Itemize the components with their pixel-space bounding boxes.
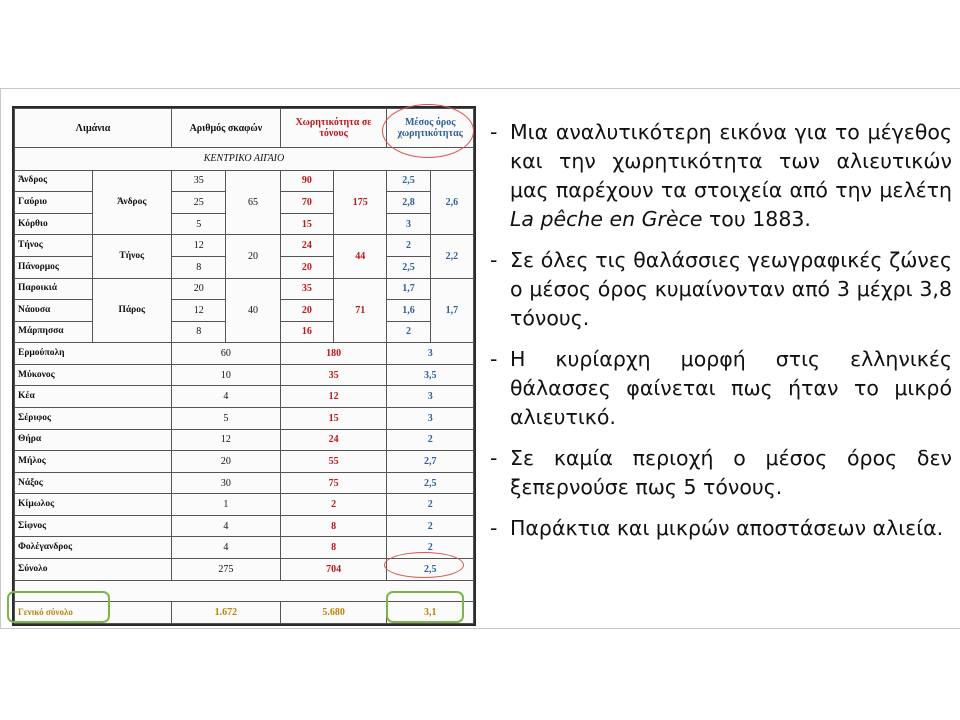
tonnage-value: 704 [280,559,387,581]
boats-value: 1.672 [172,602,281,624]
average-value: 1,7 [387,278,430,300]
bullet-dash: - [490,446,498,470]
bullet-text-end: του 1883. [702,207,811,231]
table-row [15,451,474,473]
boats-subtotal: 20 [226,235,280,278]
tonnage-value: 55 [280,451,387,473]
average-value: 2,8 [387,192,430,214]
average-value: 3,1 [387,602,474,624]
boats-value: 4 [172,537,281,559]
average-value: 2 [387,494,474,516]
table-row [15,235,474,257]
port-name: Ερμούπολη [15,343,172,365]
average-value: 2 [387,537,474,559]
port-name: Φολέγανδρος [15,537,172,559]
boats-value: 275 [172,559,281,581]
average-value: 2,7 [387,451,474,473]
highlight-grand-total-average [386,591,464,623]
tonnage-subtotal: 175 [334,170,387,235]
boats-value: 5 [172,408,281,430]
port-name: Κέα [15,386,172,408]
bullet-item [490,444,952,502]
port-name: Σέριφος [15,408,172,430]
island-name: Άνδρος [92,170,172,235]
port-name: Νάξος [15,472,172,494]
average-value: 2,5 [387,170,430,192]
boats-value: 12 [172,235,226,257]
bullet-text: Σε καμία περιοχή ο μέσος όρος δεν ξεπερνούσε πως 5 τόνους. [510,446,952,499]
boats-value: 60 [172,343,281,365]
average-value: 2 [387,515,474,537]
boats-value: 1 [172,494,281,516]
port-name: Κόρθιο [15,213,93,235]
boats-value: 12 [172,429,281,451]
port-name: Γαύριο [15,192,93,214]
average-value: 3 [387,408,474,430]
table-row [15,472,474,494]
average-subtotal: 2,2 [430,235,473,278]
boats-value: 10 [172,364,281,386]
port-name: Κίμωλος [15,494,172,516]
port-name: Μύκονος [15,364,172,386]
tonnage-value: 2 [280,494,387,516]
bullet-dash: - [490,347,498,371]
tonnage-value: 24 [280,429,387,451]
average-value: 2,5 [387,256,430,278]
highlight-total-average [384,552,464,578]
tonnage-value: 20 [280,300,333,322]
average-value: 2,5 [387,559,474,581]
port-name: Πάνορμος [15,256,93,278]
port-name: Θήρα [15,429,172,451]
port-name: Σύνολο [15,559,172,581]
tonnage-value: 15 [280,213,333,235]
table-row [15,364,474,386]
tonnage-value: 16 [280,321,333,343]
port-name: Μάρπησσα [15,321,93,343]
port-name: Τήνος [15,235,93,257]
boats-value: 5 [172,213,226,235]
bullet-list [490,118,952,555]
bullet-item [490,514,952,543]
tonnage-value: 8 [280,537,387,559]
section-title: ΚΕΝΤΡΙΚΟ ΑΙΓΑΙΟ [15,148,474,171]
tonnage-value: 75 [280,472,387,494]
table-row [15,429,474,451]
boats-value: 30 [172,472,281,494]
average-value: 2,5 [387,472,474,494]
average-value: 2 [387,321,430,343]
average-subtotal: 2,6 [430,170,473,235]
bullet-item [490,118,952,234]
slide-left-border [0,88,1,628]
boats-value: 20 [172,278,226,300]
tonnage-value: 70 [280,192,333,214]
bullet-dash: - [490,120,498,144]
bullet-dash: - [490,248,498,272]
bullet-text: Παράκτια και μικρών αποστάσεων αλιεία. [510,516,944,540]
average-subtotal: 1,7 [430,278,473,343]
average-value: 2 [387,429,474,451]
boats-value: 20 [172,451,281,473]
boats-subtotal: 65 [226,170,280,235]
fishing-fleet-table [12,106,476,626]
port-name: Μήλος [15,451,172,473]
table-row [15,386,474,408]
average-value: 3 [387,213,430,235]
table-row [15,278,474,300]
tonnage-value: 5.680 [280,602,387,624]
tonnage-value: 180 [280,343,387,365]
tonnage-value: 20 [280,256,333,278]
slide-bottom-border [0,628,960,629]
boats-value: 35 [172,170,226,192]
tonnage-value: 12 [280,386,387,408]
table-row [15,343,474,365]
port-name: Γενικό σύνολο [15,602,172,624]
port-name: Σίφνος [15,515,172,537]
port-name: Άνδρος [15,170,93,192]
island-name: Τήνος [92,235,172,278]
port-name: Νάουσα [15,300,93,322]
average-value: 3 [387,343,474,365]
average-value: 1,6 [387,300,430,322]
header-ports: Λιμάνια [15,109,172,148]
boats-value: 8 [172,321,226,343]
table-row [15,515,474,537]
header-boats: Αριθμός σκαφών [172,109,281,148]
boats-subtotal: 40 [226,278,280,343]
tonnage-value: 8 [280,515,387,537]
average-value: 3 [387,386,474,408]
tonnage-subtotal: 44 [334,235,387,278]
tonnage-value: 24 [280,235,333,257]
tonnage-value: 15 [280,408,387,430]
header-average: Μέσος όρος χωρητικότητας [387,109,474,148]
tonnage-subtotal: 71 [334,278,387,343]
table-row [15,494,474,516]
highlight-grand-total-label [7,591,110,623]
boats-value: 4 [172,515,281,537]
bullet-text: Η κυρίαρχη μορφή στις ελληνικές θάλασσες φαίνεται πως ήταν το μικρό αλιευτικό. [510,347,952,429]
average-value: 2 [387,235,430,257]
slide-top-border [0,88,960,89]
tonnage-value: 35 [280,364,387,386]
port-name: Παροικιά [15,278,93,300]
header-tonnage: Χωρητικότητα σε τόνους [280,109,387,148]
bullet-item [490,345,952,432]
bullet-italic-title: La pêche en Grèce [510,207,703,231]
boats-value: 12 [172,300,226,322]
boats-value: 8 [172,256,226,278]
bullet-text: Σε όλες τις θαλάσσιες γεωγραφικές ζώνες ο μέσος όρος κυμαίνονταν από 3 μέχρι 3,8 τόνους. [510,248,952,330]
boats-value: 25 [172,192,226,214]
island-name: Πάρος [92,278,172,343]
average-value: 3,5 [387,364,474,386]
bullet-item [490,246,952,333]
boats-value: 4 [172,386,281,408]
bullet-text: Μια αναλυτικότερη εικόνα για το μέγεθος και την χωρητικότητα των αλιευτικών μας παρέχουν τα στοιχεία από την μελέτη [510,120,952,202]
tonnage-value: 35 [280,278,333,300]
highlight-average-header [382,104,474,158]
tonnage-value: 90 [280,170,333,192]
table-row [15,170,474,192]
table-row [15,408,474,430]
bullet-dash: - [490,516,498,540]
